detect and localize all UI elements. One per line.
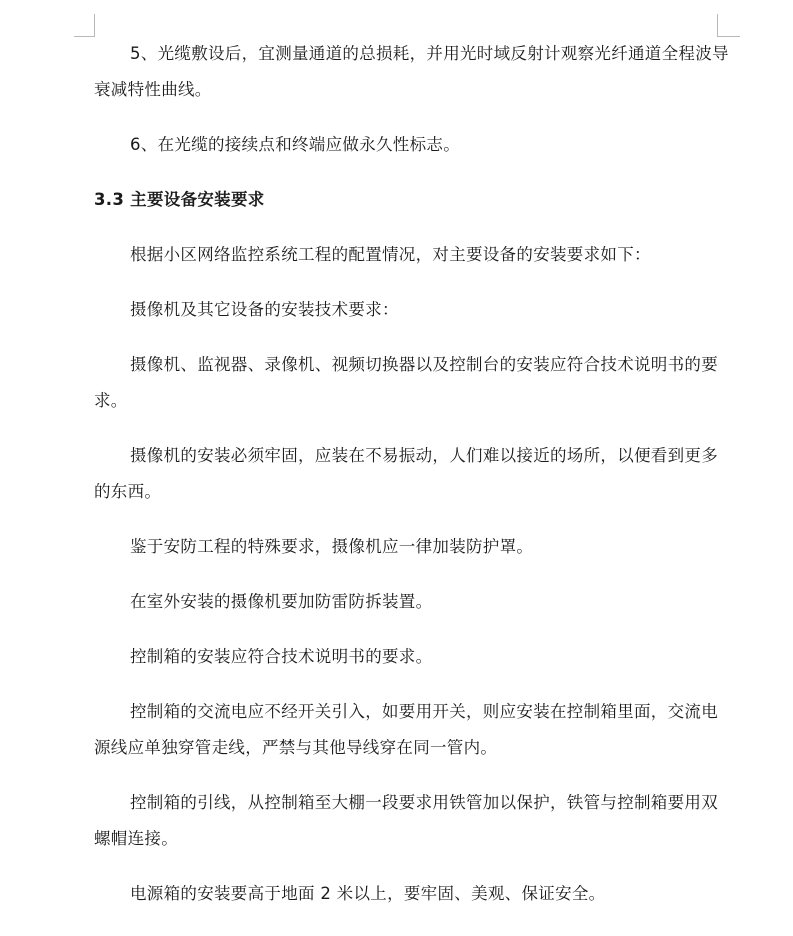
paragraph-ac-power: 控制箱的交流电应不经开关引入，如要用开关，则应安装在控制箱里面，交流电源线应单独穿管走线，严禁与其他导线穿在同一管内。 [94, 702, 718, 757]
crop-mark-top-right [717, 14, 740, 37]
paragraph-power-box: 电源箱的安装要高于地面 2 米以上，要牢固、美观、保证安全。 [130, 884, 606, 903]
list-item-6: 6、在光缆的接续点和终端应做永久性标志。 [130, 135, 460, 154]
crop-mark-top-left [74, 14, 95, 37]
paragraph-mounting: 摄像机的安装必须牢固，应装在不易振动，人们难以接近的场所，以便看到更多的东西。 [94, 446, 718, 501]
paragraph-protective-cover: 鉴于安防工程的特殊要求，摄像机应一律加装防护罩。 [130, 537, 534, 556]
list-item-5: 5、光缆敷设后，宜测量通道的总损耗，并用光时域反射计观察光纤通道全程波导衰减特性曲线。 [94, 44, 729, 99]
paragraph-camera-requirements: 摄像机及其它设备的安装技术要求： [130, 300, 399, 319]
paragraph-intro: 根据小区网络监控系统工程的配置情况，对主要设备的安装要求如下： [130, 245, 651, 264]
paragraph-manual: 摄像机、监视器、录像机、视频切换器以及控制台的安装应符合技术说明书的要求。 [94, 355, 718, 410]
document-body[interactable] [94, 36, 734, 931]
section-heading: 3.3 主要设备安装要求 [94, 190, 265, 209]
paragraph-outdoor: 在室外安装的摄像机要加防雷防拆装置。 [130, 592, 433, 611]
paragraph-lead-wire: 控制箱的引线，从控制箱至大棚一段要求用铁管加以保护，铁管与控制箱要用双螺帽连接。 [94, 793, 718, 848]
paragraph-control-box: 控制箱的安装应符合技术说明书的要求。 [130, 647, 433, 666]
